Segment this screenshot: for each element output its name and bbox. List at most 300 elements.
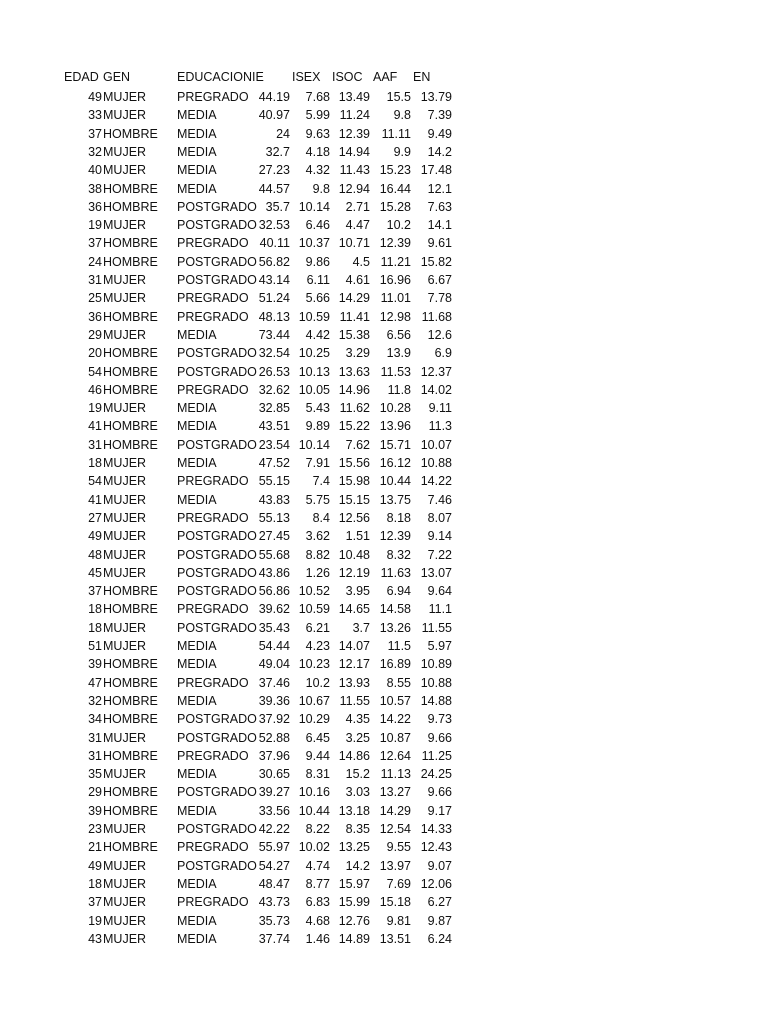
cell-educacion: PREGRADO [177, 675, 249, 690]
table-row [0, 582, 768, 600]
table-row [0, 399, 768, 417]
cell-isoc: 15.2 [345, 767, 370, 782]
cell-edad: 37 [88, 126, 102, 141]
cell-en: 12.1 [427, 181, 452, 196]
cell-isex: 10.14 [298, 199, 330, 214]
cell-isoc: 13.18 [338, 803, 370, 818]
cell-edad: 33 [88, 108, 102, 123]
cell-aaf: 12.39 [379, 236, 411, 251]
cell-isoc: 10.48 [338, 547, 370, 562]
cell-aaf: 12.64 [379, 748, 411, 763]
cell-isoc: 14.07 [338, 639, 370, 653]
cell-edad: 37 [88, 895, 102, 910]
cell-ie: 56.86 [258, 584, 290, 599]
cell-gen: HOMBRE [103, 602, 158, 617]
cell-gen: HOMBRE [103, 309, 158, 324]
cell-en: 12.6 [427, 327, 452, 342]
cell-gen: HOMBRE [103, 803, 158, 818]
cell-gen: MUJER [103, 529, 147, 544]
cell-educacion: PREGRADO [177, 895, 249, 910]
cell-edad: 31 [88, 748, 102, 763]
cell-isex: 8.4 [312, 510, 330, 525]
cell-ie: 42.22 [258, 822, 290, 836]
cell-en: 12.06 [420, 876, 452, 891]
cell-educacion: PREGRADO [177, 474, 249, 489]
cell-ie: 32.53 [258, 218, 290, 233]
cell-en: 12.43 [420, 840, 452, 855]
cell-aaf: 13.51 [379, 931, 411, 946]
cell-en: 6.9 [434, 346, 452, 361]
cell-edad: 18 [88, 620, 102, 635]
cell-isoc: 3.29 [345, 346, 370, 361]
cell-gen: HOMBRE [103, 748, 158, 763]
cell-en: 7.22 [427, 547, 452, 562]
cell-educacion: MEDIA [177, 657, 217, 672]
cell-isoc: 14.29 [338, 291, 370, 306]
cell-educacion: MEDIA [177, 163, 217, 178]
cell-ie: 55.97 [258, 840, 290, 855]
cell-gen: HOMBRE [103, 785, 158, 800]
cell-isoc: 14.2 [345, 858, 370, 873]
cell-isoc: 8.35 [345, 822, 370, 836]
cell-ie: 32.7 [265, 144, 290, 159]
header-en: EN [413, 70, 431, 84]
cell-isoc: 15.15 [338, 492, 370, 507]
cell-gen: MUJER [103, 218, 147, 233]
table-row [0, 600, 768, 618]
cell-en: 14.2 [427, 144, 452, 159]
cell-gen: MUJER [103, 547, 147, 562]
cell-edad: 49 [88, 529, 102, 544]
cell-educacion: PREGRADO [177, 236, 249, 251]
cell-ie: 44.19 [258, 90, 290, 104]
cell-edad: 32 [88, 693, 102, 708]
cell-isoc: 3.7 [352, 620, 370, 635]
cell-isoc: 12.56 [338, 510, 370, 525]
cell-aaf: 9.81 [386, 913, 411, 928]
cell-aaf: 7.69 [386, 876, 411, 891]
cell-isex: 6.21 [305, 620, 330, 635]
cell-edad: 38 [88, 181, 102, 196]
table-row [0, 363, 768, 381]
cell-isex: 10.44 [298, 803, 330, 818]
cell-gen: HOMBRE [103, 364, 158, 379]
cell-educacion: MEDIA [177, 876, 217, 891]
cell-isex: 4.74 [305, 858, 330, 873]
cell-educacion: MEDIA [177, 803, 217, 818]
cell-edad: 32 [88, 144, 102, 159]
cell-isex: 10.52 [298, 584, 330, 599]
cell-ie: 54.44 [258, 639, 290, 653]
cell-edad: 39 [88, 803, 102, 818]
cell-ie: 32.54 [258, 346, 290, 361]
cell-gen: MUJER [103, 858, 147, 873]
cell-edad: 41 [88, 419, 102, 434]
table-row [0, 454, 768, 472]
table-row [0, 857, 768, 875]
cell-gen: MUJER [103, 273, 147, 287]
cell-en: 9.87 [427, 913, 452, 928]
cell-gen: HOMBRE [103, 181, 158, 196]
cell-en: 9.61 [427, 236, 452, 251]
cell-isex: 8.82 [305, 547, 330, 562]
cell-isex: 10.02 [298, 840, 330, 855]
cell-en: 14.02 [420, 382, 452, 397]
table-row [0, 820, 768, 838]
cell-isoc: 15.56 [338, 456, 370, 470]
cell-edad: 47 [88, 675, 102, 690]
cell-ie: 52.88 [258, 730, 290, 745]
cell-educacion: MEDIA [177, 144, 217, 159]
cell-en: 11.55 [421, 620, 452, 635]
cell-edad: 23 [88, 822, 102, 836]
table-row [0, 491, 768, 509]
cell-isex: 5.75 [305, 492, 330, 507]
table-row [0, 655, 768, 673]
cell-isoc: 12.39 [338, 126, 370, 141]
cell-gen: MUJER [103, 144, 147, 159]
cell-ie: 43.14 [258, 273, 290, 287]
cell-educacion: POSTGRADO [177, 584, 257, 599]
cell-isoc: 12.94 [338, 181, 370, 196]
cell-en: 14.88 [420, 693, 452, 708]
cell-gen: MUJER [103, 620, 147, 635]
cell-gen: HOMBRE [103, 675, 158, 690]
cell-edad: 20 [88, 346, 102, 361]
cell-aaf: 10.28 [379, 401, 411, 416]
cell-gen: MUJER [103, 931, 147, 946]
cell-isoc: 15.97 [338, 876, 370, 891]
cell-aaf: 11.8 [387, 382, 411, 397]
cell-isex: 7.4 [312, 474, 330, 489]
cell-ie: 40.97 [258, 108, 290, 123]
table-row [0, 912, 768, 930]
cell-educacion: MEDIA [177, 108, 217, 123]
cell-edad: 41 [88, 492, 102, 507]
cell-ie: 47.52 [258, 456, 290, 470]
header-isoc: ISOC [332, 70, 363, 84]
cell-isex: 6.45 [305, 730, 330, 745]
cell-educacion: MEDIA [177, 767, 217, 782]
cell-aaf: 10.2 [386, 218, 411, 233]
table-row [0, 619, 768, 637]
cell-en: 5.97 [427, 639, 452, 653]
cell-aaf: 13.26 [379, 620, 411, 635]
cell-ie: 30.65 [258, 767, 290, 782]
cell-en: 10.07 [420, 437, 452, 452]
cell-gen: MUJER [103, 108, 147, 123]
cell-isoc: 15.99 [338, 895, 370, 910]
cell-educacion: MEDIA [177, 913, 217, 928]
cell-isex: 10.23 [298, 657, 330, 672]
cell-aaf: 8.55 [386, 675, 411, 690]
cell-en: 9.49 [427, 126, 452, 141]
cell-edad: 45 [88, 565, 102, 580]
cell-gen: HOMBRE [103, 584, 158, 599]
cell-isoc: 4.47 [345, 218, 370, 233]
cell-isoc: 11.41 [339, 309, 370, 324]
cell-isoc: 4.61 [345, 273, 370, 287]
cell-en: 9.64 [427, 584, 452, 599]
cell-aaf: 6.56 [386, 327, 411, 342]
cell-edad: 18 [88, 876, 102, 891]
cell-aaf: 13.9 [386, 346, 411, 361]
cell-gen: MUJER [103, 401, 147, 416]
cell-gen: MUJER [103, 639, 147, 653]
cell-en: 10.89 [420, 657, 452, 672]
cell-ie: 40.11 [259, 236, 290, 251]
cell-gen: HOMBRE [103, 382, 158, 397]
cell-ie: 35.73 [258, 913, 290, 928]
cell-gen: MUJER [103, 895, 147, 910]
cell-isoc: 3.95 [345, 584, 370, 599]
cell-ie: 55.68 [258, 547, 290, 562]
cell-en: 14.1 [427, 218, 452, 233]
cell-edad: 31 [88, 730, 102, 745]
table-row [0, 198, 768, 216]
table-row [0, 472, 768, 490]
cell-educacion: POSTGRADO [177, 565, 257, 580]
cell-aaf: 11.11 [381, 126, 411, 141]
cell-educacion: POSTGRADO [177, 712, 257, 727]
cell-edad: 48 [88, 547, 102, 562]
cell-ie: 51.24 [258, 291, 290, 306]
cell-isex: 9.86 [305, 254, 330, 269]
cell-isex: 6.83 [305, 895, 330, 910]
cell-aaf: 16.12 [379, 456, 411, 470]
cell-edad: 49 [88, 858, 102, 873]
cell-en: 12.37 [420, 364, 452, 379]
table-row [0, 527, 768, 545]
cell-ie: 26.53 [258, 364, 290, 379]
cell-isex: 9.8 [312, 181, 330, 196]
cell-isex: 4.42 [305, 327, 330, 342]
cell-isoc: 11.62 [339, 401, 370, 416]
cell-educacion: POSTGRADO [177, 822, 257, 836]
cell-educacion: PREGRADO [177, 291, 249, 306]
table-row [0, 546, 768, 564]
table-row [0, 326, 768, 344]
cell-educacion: MEDIA [177, 456, 217, 470]
cell-aaf: 15.18 [379, 895, 411, 910]
cell-isex: 10.14 [298, 437, 330, 452]
cell-gen: MUJER [103, 291, 147, 306]
cell-educacion: POSTGRADO [177, 199, 257, 214]
table-row [0, 930, 768, 948]
cell-isoc: 11.43 [339, 163, 370, 178]
cell-educacion: POSTGRADO [177, 547, 257, 562]
cell-en: 9.73 [427, 712, 452, 727]
cell-gen: MUJER [103, 730, 147, 745]
cell-en: 7.63 [427, 199, 452, 214]
cell-aaf: 8.32 [386, 547, 411, 562]
cell-aaf: 11.01 [380, 291, 411, 306]
cell-ie: 35.7 [265, 199, 290, 214]
cell-ie: 39.27 [258, 785, 290, 800]
cell-ie: 39.36 [258, 693, 290, 708]
cell-en: 14.22 [420, 474, 452, 489]
cell-en: 8.07 [427, 510, 452, 525]
cell-isex: 4.23 [305, 639, 330, 653]
cell-ie: 37.46 [258, 675, 290, 690]
cell-en: 9.66 [427, 730, 452, 745]
table-row [0, 875, 768, 893]
cell-edad: 37 [88, 236, 102, 251]
header-gen: GEN [103, 70, 131, 84]
cell-en: 9.17 [427, 803, 452, 818]
cell-aaf: 10.87 [379, 730, 411, 745]
cell-isoc: 15.38 [338, 327, 370, 342]
cell-gen: MUJER [103, 767, 147, 782]
cell-en: 6.27 [427, 895, 452, 910]
table-row [0, 509, 768, 527]
cell-ie: 44.57 [258, 181, 290, 196]
cell-ie: 48.13 [258, 309, 290, 324]
cell-isex: 10.2 [305, 675, 330, 690]
cell-isex: 4.32 [305, 163, 330, 178]
table-row [0, 692, 768, 710]
table-row [0, 729, 768, 747]
cell-gen: HOMBRE [103, 346, 158, 361]
cell-isex: 10.16 [298, 785, 330, 800]
cell-isex: 7.68 [305, 90, 330, 104]
table-row [0, 783, 768, 801]
cell-gen: MUJER [103, 90, 147, 104]
cell-educacion: MEDIA [177, 181, 217, 196]
cell-isoc: 14.86 [338, 748, 370, 763]
cell-gen: HOMBRE [103, 126, 158, 141]
cell-educacion: MEDIA [177, 126, 217, 141]
cell-aaf: 16.96 [379, 273, 411, 287]
cell-aaf: 10.44 [379, 474, 411, 489]
cell-gen: HOMBRE [103, 437, 158, 452]
table-row [0, 271, 768, 289]
table-row [0, 253, 768, 271]
cell-edad: 37 [88, 584, 102, 599]
cell-isoc: 1.51 [345, 529, 370, 544]
cell-aaf: 14.58 [379, 602, 411, 617]
cell-aaf: 15.71 [379, 437, 411, 452]
cell-educacion: POSTGRADO [177, 529, 257, 544]
cell-isex: 5.99 [305, 108, 330, 123]
cell-edad: 34 [88, 712, 102, 727]
cell-en: 10.88 [420, 675, 452, 690]
cell-edad: 36 [88, 199, 102, 214]
cell-en: 10.88 [420, 456, 452, 470]
cell-educacion: POSTGRADO [177, 785, 257, 800]
cell-isex: 4.18 [305, 144, 330, 159]
cell-isex: 10.37 [298, 236, 330, 251]
cell-gen: MUJER [103, 822, 147, 836]
cell-en: 7.46 [427, 492, 452, 507]
cell-edad: 27 [88, 510, 102, 525]
cell-educacion: PREGRADO [177, 309, 249, 324]
cell-isoc: 14.89 [338, 931, 370, 946]
cell-ie: 33.56 [258, 803, 290, 818]
cell-aaf: 6.94 [386, 584, 411, 599]
cell-educacion: MEDIA [177, 931, 217, 946]
cell-aaf: 16.44 [379, 181, 411, 196]
cell-aaf: 9.9 [393, 144, 411, 159]
cell-ie: 55.13 [258, 510, 290, 525]
table-row [0, 381, 768, 399]
cell-aaf: 15.28 [379, 199, 411, 214]
cell-ie: 37.96 [258, 748, 290, 763]
cell-en: 11.25 [421, 748, 452, 763]
cell-ie: 73.44 [258, 327, 290, 342]
cell-aaf: 13.97 [379, 858, 411, 873]
cell-ie: 27.23 [258, 163, 290, 178]
cell-edad: 40 [88, 163, 102, 178]
cell-isex: 8.22 [305, 822, 330, 836]
cell-edad: 43 [88, 931, 102, 946]
cell-aaf: 9.8 [393, 108, 411, 123]
cell-isex: 10.25 [298, 346, 330, 361]
cell-educacion: MEDIA [177, 401, 217, 416]
cell-edad: 18 [88, 602, 102, 617]
cell-isex: 7.91 [305, 456, 330, 470]
cell-isex: 9.44 [305, 748, 330, 763]
cell-ie: 32.62 [258, 382, 290, 397]
cell-ie: 56.82 [258, 254, 290, 269]
table-row [0, 637, 768, 655]
cell-isex: 6.11 [306, 273, 330, 287]
table-row [0, 564, 768, 582]
cell-isex: 10.05 [298, 382, 330, 397]
cell-isex: 8.31 [305, 767, 330, 782]
cell-isoc: 4.35 [345, 712, 370, 727]
cell-aaf: 11.13 [380, 767, 411, 782]
table-row [0, 674, 768, 692]
cell-educacion: MEDIA [177, 327, 217, 342]
cell-ie: 43.83 [258, 492, 290, 507]
table-row [0, 143, 768, 161]
cell-isoc: 11.24 [339, 108, 370, 123]
cell-isoc: 14.96 [338, 382, 370, 397]
cell-aaf: 10.57 [379, 693, 411, 708]
cell-ie: 37.92 [258, 712, 290, 727]
cell-ie: 39.62 [258, 602, 290, 617]
cell-isex: 6.46 [305, 218, 330, 233]
cell-isex: 3.62 [305, 529, 330, 544]
cell-en: 7.78 [427, 291, 452, 306]
cell-aaf: 14.22 [379, 712, 411, 727]
cell-en: 13.07 [420, 565, 452, 580]
cell-educacion: POSTGRADO [177, 620, 257, 635]
table-row [0, 216, 768, 234]
cell-aaf: 16.89 [379, 657, 411, 672]
cell-isoc: 4.5 [352, 254, 370, 269]
cell-gen: MUJER [103, 876, 147, 891]
cell-isex: 10.13 [298, 364, 330, 379]
cell-educacion: PREGRADO [177, 602, 249, 617]
table-row [0, 344, 768, 362]
header-edad: EDAD [64, 70, 99, 84]
cell-edad: 18 [88, 456, 102, 470]
cell-aaf: 11.53 [380, 364, 411, 379]
cell-educacion: MEDIA [177, 693, 217, 708]
cell-gen: MUJER [103, 492, 147, 507]
cell-isoc: 15.98 [338, 474, 370, 489]
cell-educacion: MEDIA [177, 639, 217, 653]
cell-aaf: 11.63 [380, 565, 411, 580]
cell-edad: 35 [88, 767, 102, 782]
cell-edad: 19 [88, 218, 102, 233]
table-row [0, 417, 768, 435]
cell-isoc: 13.49 [338, 90, 370, 104]
cell-isex: 10.29 [298, 712, 330, 727]
cell-en: 6.67 [427, 273, 452, 287]
